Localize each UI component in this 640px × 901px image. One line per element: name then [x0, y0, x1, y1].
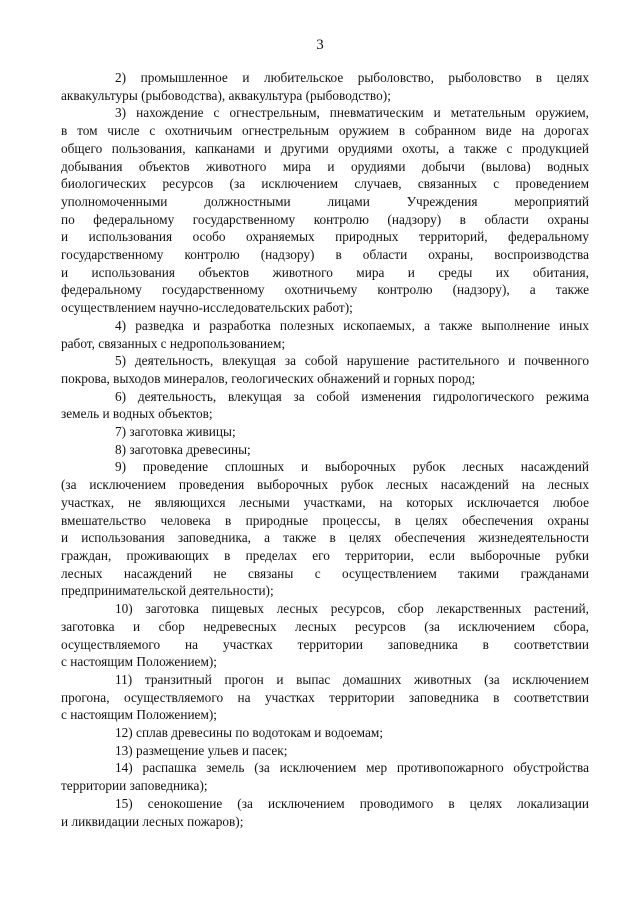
text-line: (за исключением проведения выборочных рубок лесных насаждений на лесных — [61, 477, 589, 493]
text-line: вмешательство человека в природные процессы, в целях обеспечения охраны — [61, 512, 589, 528]
text-line: 7) заготовка живицы; — [115, 424, 236, 440]
text-line: покрова, выходов минералов, геологических обнажений и горных пород; — [61, 370, 476, 386]
text-line: граждан, проживающих в пределах его территории, если выборочные рубки — [61, 547, 589, 563]
list-item-paragraph — [61, 724, 589, 742]
text-line: предпринимательской деятельности); — [61, 583, 274, 599]
text-line: государственному контролю (надзору) в области охраны, воспроизводства — [61, 247, 589, 263]
text-line: и использования объектов животного мира и среды их обитания, — [61, 264, 589, 280]
text-line: прогона, осуществляемого на участках территории заповедника в соответствии — [61, 689, 589, 705]
text-line: федеральному государственному охотничьему контролю (надзору), а также — [61, 282, 589, 298]
text-line: 3) нахождение с огнестрельным, пневматическим и метательным оружием, — [115, 105, 589, 121]
text-line: биологических ресурсов (за исключением случаев, связанных с проведением — [61, 176, 589, 192]
text-line: 14) распашка земель (за исключением мер противопожарного обустройства — [115, 760, 589, 776]
text-line: осуществляемого на участках территории заповедника в соответствии — [61, 636, 589, 652]
list-item-paragraph — [61, 317, 589, 352]
list-item-paragraph — [61, 69, 589, 104]
list-item-paragraph — [61, 352, 589, 387]
text-line: добывания объектов животного мира и орудиями добычи (вылова) водных — [61, 158, 589, 174]
text-line: территории заповедника); — [61, 778, 208, 794]
text-line: 5) деятельность, влекущая за собой нарушение растительного и почвенного — [115, 353, 589, 369]
text-line: общего пользования, капканами и другими орудиями охоты, а также с продукцией — [61, 140, 589, 156]
text-line: 2) промышленное и любительское рыболовство, рыболовство в целях — [115, 70, 589, 85]
page-number: 3 — [316, 37, 324, 53]
text-line: осуществлением научно-исследовательских работ); — [61, 300, 353, 316]
text-line: 11) транзитный прогон и выпас домашних животных (за исключением — [115, 671, 589, 687]
text-line: 9) проведение сплошных и выборочных рубок лесных насаждений — [115, 459, 589, 475]
text-line: уполномоченными должностными лицами Учреждения мероприятий — [61, 193, 589, 209]
text-line: 6) деятельность, влекущая за собой изменения гидрологического режима — [115, 388, 589, 404]
text-line: 4) разведка и разработка полезных ископаемых, а также выполнение иных — [115, 317, 589, 333]
text-line: по федеральному государственному контролю (надзору) в области охраны — [61, 211, 589, 227]
text-line: 15) сенокошение (за исключением проводимого в целях локализации — [115, 795, 589, 811]
text-line: работ, связанных с недропользованием; — [61, 335, 286, 351]
text-line: с настоящим Положением); — [61, 654, 217, 670]
text-line: 12) сплав древесины по водотокам и водоемам; — [115, 725, 384, 741]
list-item-paragraph — [61, 104, 589, 316]
list-item-paragraph — [61, 671, 589, 724]
text-line: аквакультуры (рыбоводства), аквакультура (рыбоводство); — [61, 87, 391, 103]
text-line: лесных насаждений не связаны с осуществлением такими гражданами — [61, 565, 589, 581]
list-item-paragraph — [61, 742, 589, 760]
text-line: 10) заготовка пищевых лесных ресурсов, сбор лекарственных растений, — [115, 601, 589, 617]
text-line: 8) заготовка древесины; — [115, 441, 251, 457]
text-line: земель и водных объектов; — [61, 406, 213, 422]
text-line: 13) размещение ульев и пасек; — [115, 742, 288, 758]
list-item-paragraph — [61, 423, 589, 441]
text-line: и использования заповедника, а также в целях обеспечения жизнедеятельности — [61, 530, 589, 546]
text-line: с настоящим Положением); — [61, 707, 217, 723]
list-item-paragraph — [61, 458, 589, 600]
text-line: и ликвидации лесных пожаров); — [61, 813, 244, 829]
text-line: участках, не являющихся лесными участками, на которых исключается любое — [61, 494, 589, 510]
list-item-paragraph — [61, 795, 589, 830]
list-item-paragraph — [61, 759, 589, 794]
list-item-paragraph — [61, 441, 589, 459]
list-item-paragraph — [61, 600, 589, 671]
document-body — [61, 69, 589, 830]
text-line: и использования особо охраняемых природных территорий, федеральному — [61, 229, 589, 245]
text-line: заготовка и сбор недревесных лесных ресурсов (за исключением сбора, — [61, 618, 589, 634]
list-item-paragraph — [61, 388, 589, 423]
text-line: в том числе с охотничьим огнестрельным оружием в собранном виде на дорогах — [61, 123, 589, 139]
